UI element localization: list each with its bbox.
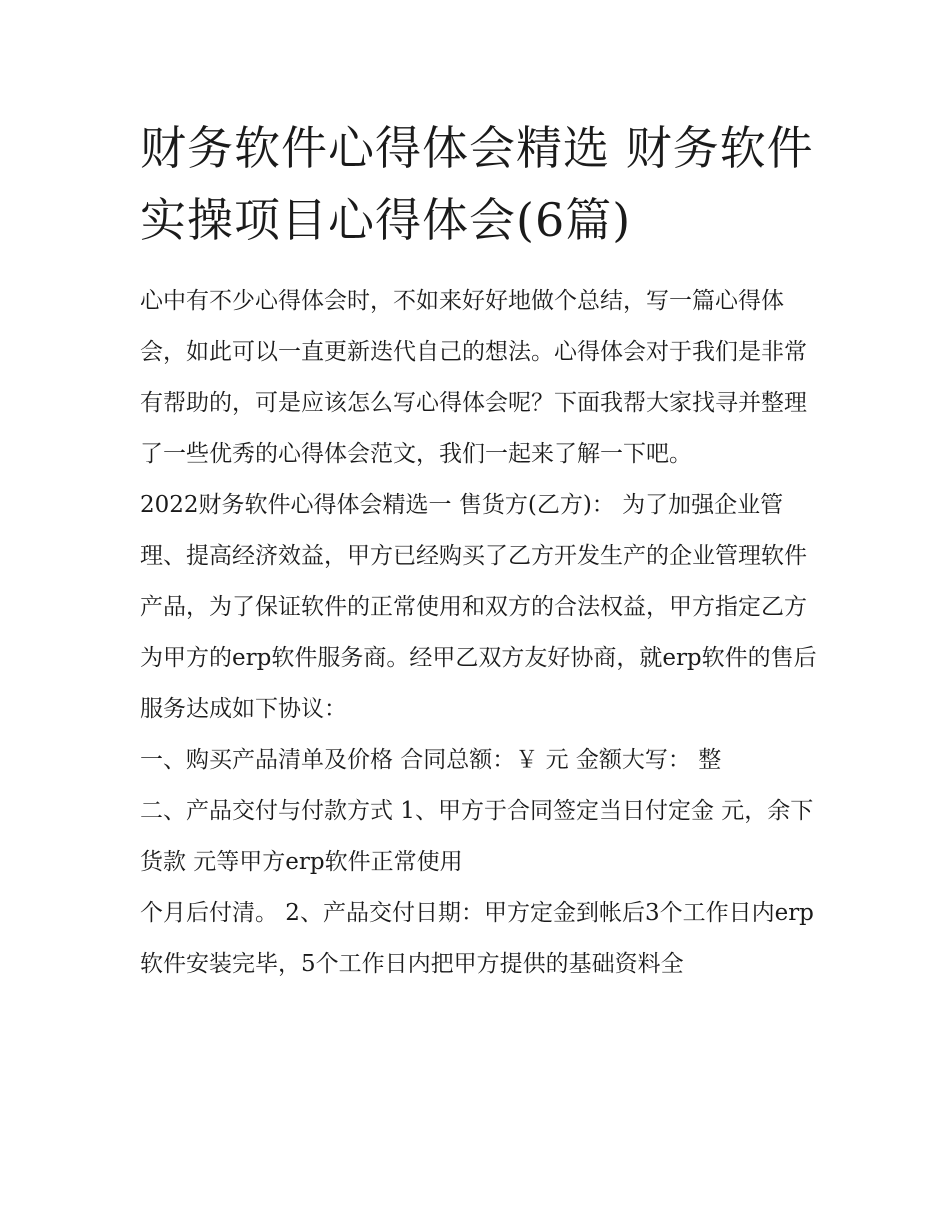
- document-title: 财务软件心得体会精选 财务软件实操项目心得体会(6篇): [140, 121, 814, 247]
- paragraph-section-one: 2022财务软件心得体会精选一 售货方(乙方)： 为了加强企业管理、提高经济效益，甲方已经购买了乙方开发生产的企业管理软件: [140, 492, 807, 569]
- paragraph-item-two: 二、产品交付与付款方式 1、甲方于合同签定当日付定金 元，余下货款 元等甲方erp软件正常使用: [140, 798, 814, 875]
- paragraph-intro: 心中有不少心得体会时，不如来好好地做个总结，写一篇心得体会，如此可以一直更新迭代自己的想法。心得体会对于我们是非常有帮助的，可是应该怎么写心得体会呢？下面我帮大家找寻并整理了一些优秀的心得体会范文，我们一起来了解一下吧。: [140, 288, 807, 467]
- paragraph-item-one: 一、购买产品清单及价格 合同总额：￥ 元 金额大写： 整: [140, 747, 722, 773]
- paragraph-product: 产品，为了保证软件的正常使用和双方的合法权益，甲方指定乙方为甲方的erp软件服务商。经甲乙双方友好协商，就erp软件的售后服务达成如下协议：: [140, 594, 817, 722]
- document-page: [140, 112, 820, 990]
- paragraph-delivery: 个月后付清。 2、产品交付日期：甲方定金到帐后3个工作日内erp软件安装完毕，5个工作日内把甲方提供的基础资料全: [140, 900, 814, 977]
